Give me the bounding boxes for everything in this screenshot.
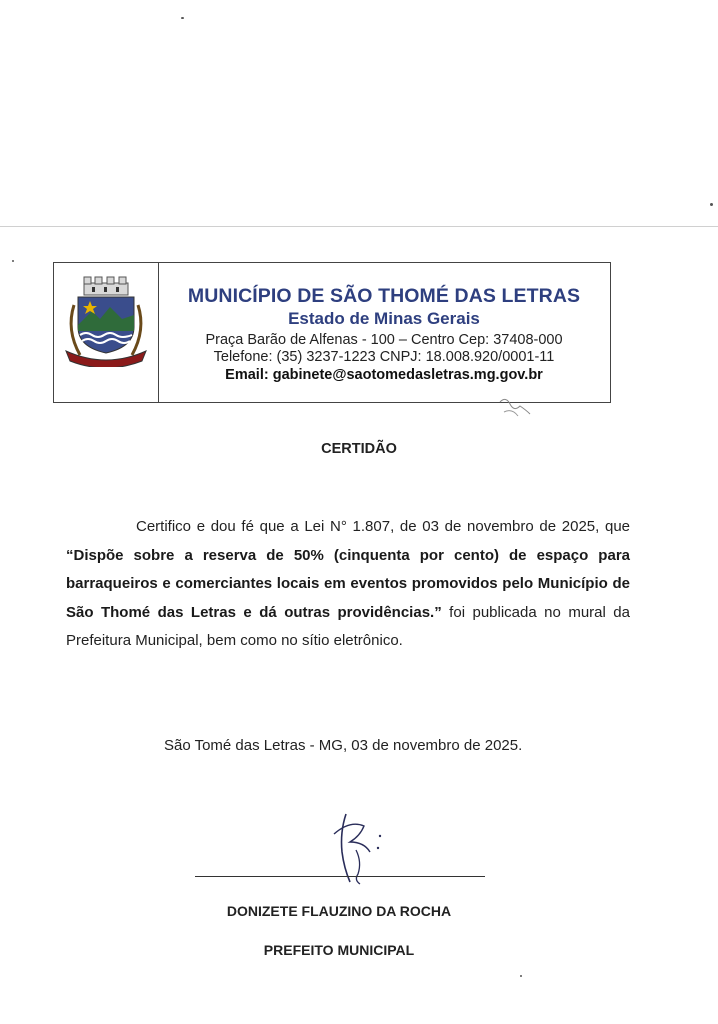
municipal-crest-icon [62, 275, 150, 367]
scan-speck [12, 260, 14, 262]
handwritten-signature-icon [320, 812, 400, 886]
signature-line [195, 876, 485, 877]
crest-cell [54, 263, 159, 402]
scan-speck [710, 203, 713, 206]
law-title-quote: “Dispõe sobre a reserva de 50% (cinquenta por cento) de espaço para barraqueiros e comerciantes locais em eventos promovidos pelo Município de São Thomé das Letras e dá outras providências.” [66, 546, 630, 621]
address-line: Praça Barão de Alfenas - 100 – Centro Cep: 37408-000 [205, 332, 563, 348]
handwritten-mark-icon [496, 392, 536, 422]
phone-cnpj-line: Telefone: (35) 3237-1223 CNPJ: 18.008.920/0001-11 [213, 349, 555, 365]
paragraph-intro: Certifico e dou fé que a Lei N° 1.807, de 03 de novembro de 2025, que [136, 518, 630, 535]
scan-speck [520, 975, 522, 977]
scan-speck [181, 17, 184, 19]
scan-fold-line [0, 226, 718, 227]
signer-name: DONIZETE FLAUZINO DA ROCHA [226, 903, 452, 919]
email-line: Email: gabinete@saotomedasletras.mg.gov.br [225, 367, 543, 383]
letterhead [53, 262, 611, 403]
date-line: São Tomé das Letras - MG, 03 de novembro de 2025. [164, 737, 523, 754]
certificate-paragraph [66, 513, 630, 656]
paragraph-rest: foi publicada no mural da Prefeitura Municipal, bem como no sítio eletrônico. [66, 603, 630, 649]
municipality-title: MUNICÍPIO DE SÃO THOMÉ DAS LETRAS [187, 285, 581, 307]
document-title: CERTIDÃO [321, 441, 397, 457]
state-subtitle: Estado de Minas Gerais [288, 309, 480, 328]
signer-role: PREFEITO MUNICIPAL [263, 942, 415, 958]
